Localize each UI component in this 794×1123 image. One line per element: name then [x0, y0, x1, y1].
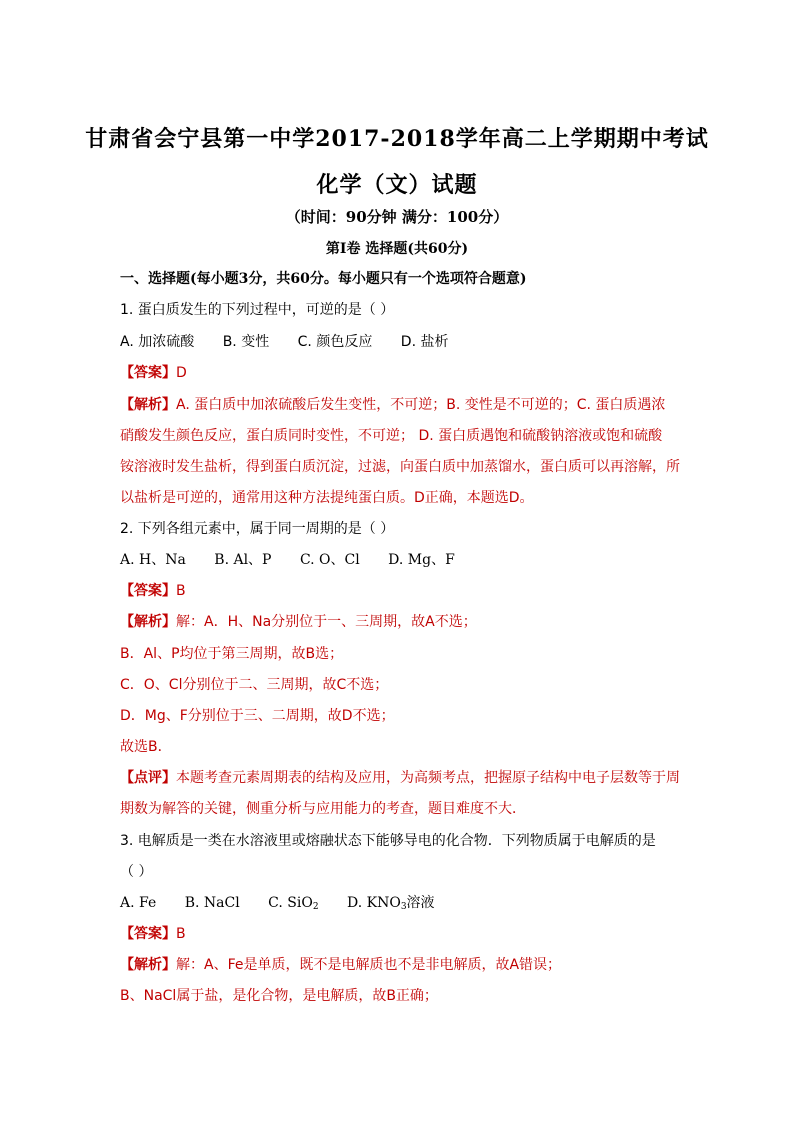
- comment-2-line: [120, 769, 680, 787]
- part-title: 一、选择题(每小题3分，共60分。每小题只有一个选项符合题意): [120, 271, 527, 287]
- answer-2: [120, 582, 680, 600]
- option-a: A. Fe: [120, 895, 157, 911]
- analysis-2-line: B．Al、P均位于第三周期，故B选；: [120, 646, 344, 662]
- option-c-text: C. SiO: [268, 895, 313, 911]
- analysis-1-line: [120, 396, 680, 414]
- analysis-2-line: D．Mg、F分别位于三、二周期，故D不选；: [120, 708, 395, 724]
- option-a: A. H、Na: [120, 552, 186, 568]
- option-c: C. 颜色反应: [297, 334, 373, 350]
- section-text: 解：A．H、Na分别位于一、三周期，故A不选；: [176, 614, 477, 630]
- section-text: B: [176, 926, 186, 942]
- answer-3: [120, 925, 680, 943]
- option-b: B. NaCl: [184, 895, 240, 911]
- option-d: D. Mg、F: [388, 552, 455, 568]
- option-c: C. O、Cl: [299, 552, 360, 568]
- option-b: B. Al、P: [214, 552, 272, 568]
- section-tag: 【解析】: [120, 614, 176, 630]
- option-c: [268, 894, 318, 912]
- question-2-options: [120, 551, 680, 569]
- section-tag: 【答案】: [120, 926, 176, 942]
- analysis-1-line: 以盐析是可逆的，通常用这种方法提纯蛋白质。D正确，本题选D。: [120, 490, 534, 506]
- question-3-options: [120, 894, 680, 912]
- section-text: B: [176, 583, 186, 599]
- option-d-text: D. KNO: [347, 895, 401, 911]
- answer-1: [120, 364, 680, 382]
- option-a: A. 加浓硫酸: [120, 334, 195, 350]
- section-text: 本题考查元素周期表的结构及应用，为高频考点，把握原子结构中电子层数等于周: [176, 770, 680, 786]
- section-tag: 【答案】: [120, 583, 176, 599]
- section-text: A. 蛋白质中加浓硫酸后发生变性，不可逆；B. 变性是不可逆的；C. 蛋白质遇浓: [176, 397, 666, 413]
- analysis-3-line: [120, 956, 680, 974]
- question-1-options: [120, 333, 680, 351]
- option-d-suffix: 溶液: [406, 895, 435, 911]
- question-2-stem: 2. 下列各组元素中，属于同一周期的是（ ）: [120, 521, 395, 537]
- option-d: [347, 894, 435, 912]
- section-tag: 【解析】: [120, 957, 176, 973]
- section-text: 解：A、Fe是单质，既不是电解质也不是非电解质，故A错误；: [176, 957, 562, 973]
- exam-info: （时间：90分钟 满分：100分）: [285, 208, 509, 226]
- section-tag: 【解析】: [120, 397, 176, 413]
- section-tag: 【点评】: [120, 770, 176, 786]
- question-3-stem-cont: （ ）: [120, 864, 153, 880]
- analysis-2-line: C．O、Cl分别位于二、三周期，故C不选；: [120, 677, 389, 693]
- option-d: D. 盐析: [400, 334, 449, 350]
- section-text: D: [176, 365, 187, 381]
- section-title: 第I卷 选择题(共60分): [325, 241, 469, 257]
- question-3-stem: 3. 电解质是一类在水溶液里或熔融状态下能够导电的化合物．下列物质属于电解质的是: [120, 833, 656, 849]
- document-title: 甘肃省会宁县第一中学2017-2018学年高二上学期期中考试: [85, 126, 709, 152]
- analysis-2-line: 故选B．: [120, 739, 172, 755]
- section-tag: 【答案】: [120, 365, 176, 381]
- document-subtitle: 化学（文）试题: [316, 172, 478, 198]
- analysis-1-line: 硝酸发生颜色反应，蛋白质同时变性，不可逆； D. 蛋白质遇饱和硫酸钠溶液或饱和硫酸: [120, 428, 663, 444]
- analysis-3-line: B、NaCl属于盐，是化合物，是电解质，故B正确；: [120, 988, 438, 1004]
- analysis-1-line: 铵溶液时发生盐析，得到蛋白质沉淀，过滤，向蛋白质中加蒸馏水，蛋白质可以再溶解，所: [120, 459, 680, 475]
- option-c-subscript: 2: [312, 902, 319, 912]
- analysis-2-line: [120, 613, 680, 631]
- comment-2-line: 期数为解答的关键，侧重分析与应用能力的考查，题目难度不大．: [120, 801, 526, 817]
- option-b: B. 变性: [222, 334, 270, 350]
- question-1-stem: 1. 蛋白质发生的下列过程中，可逆的是（ ）: [120, 302, 395, 318]
- option-d-subscript: 3: [400, 902, 407, 912]
